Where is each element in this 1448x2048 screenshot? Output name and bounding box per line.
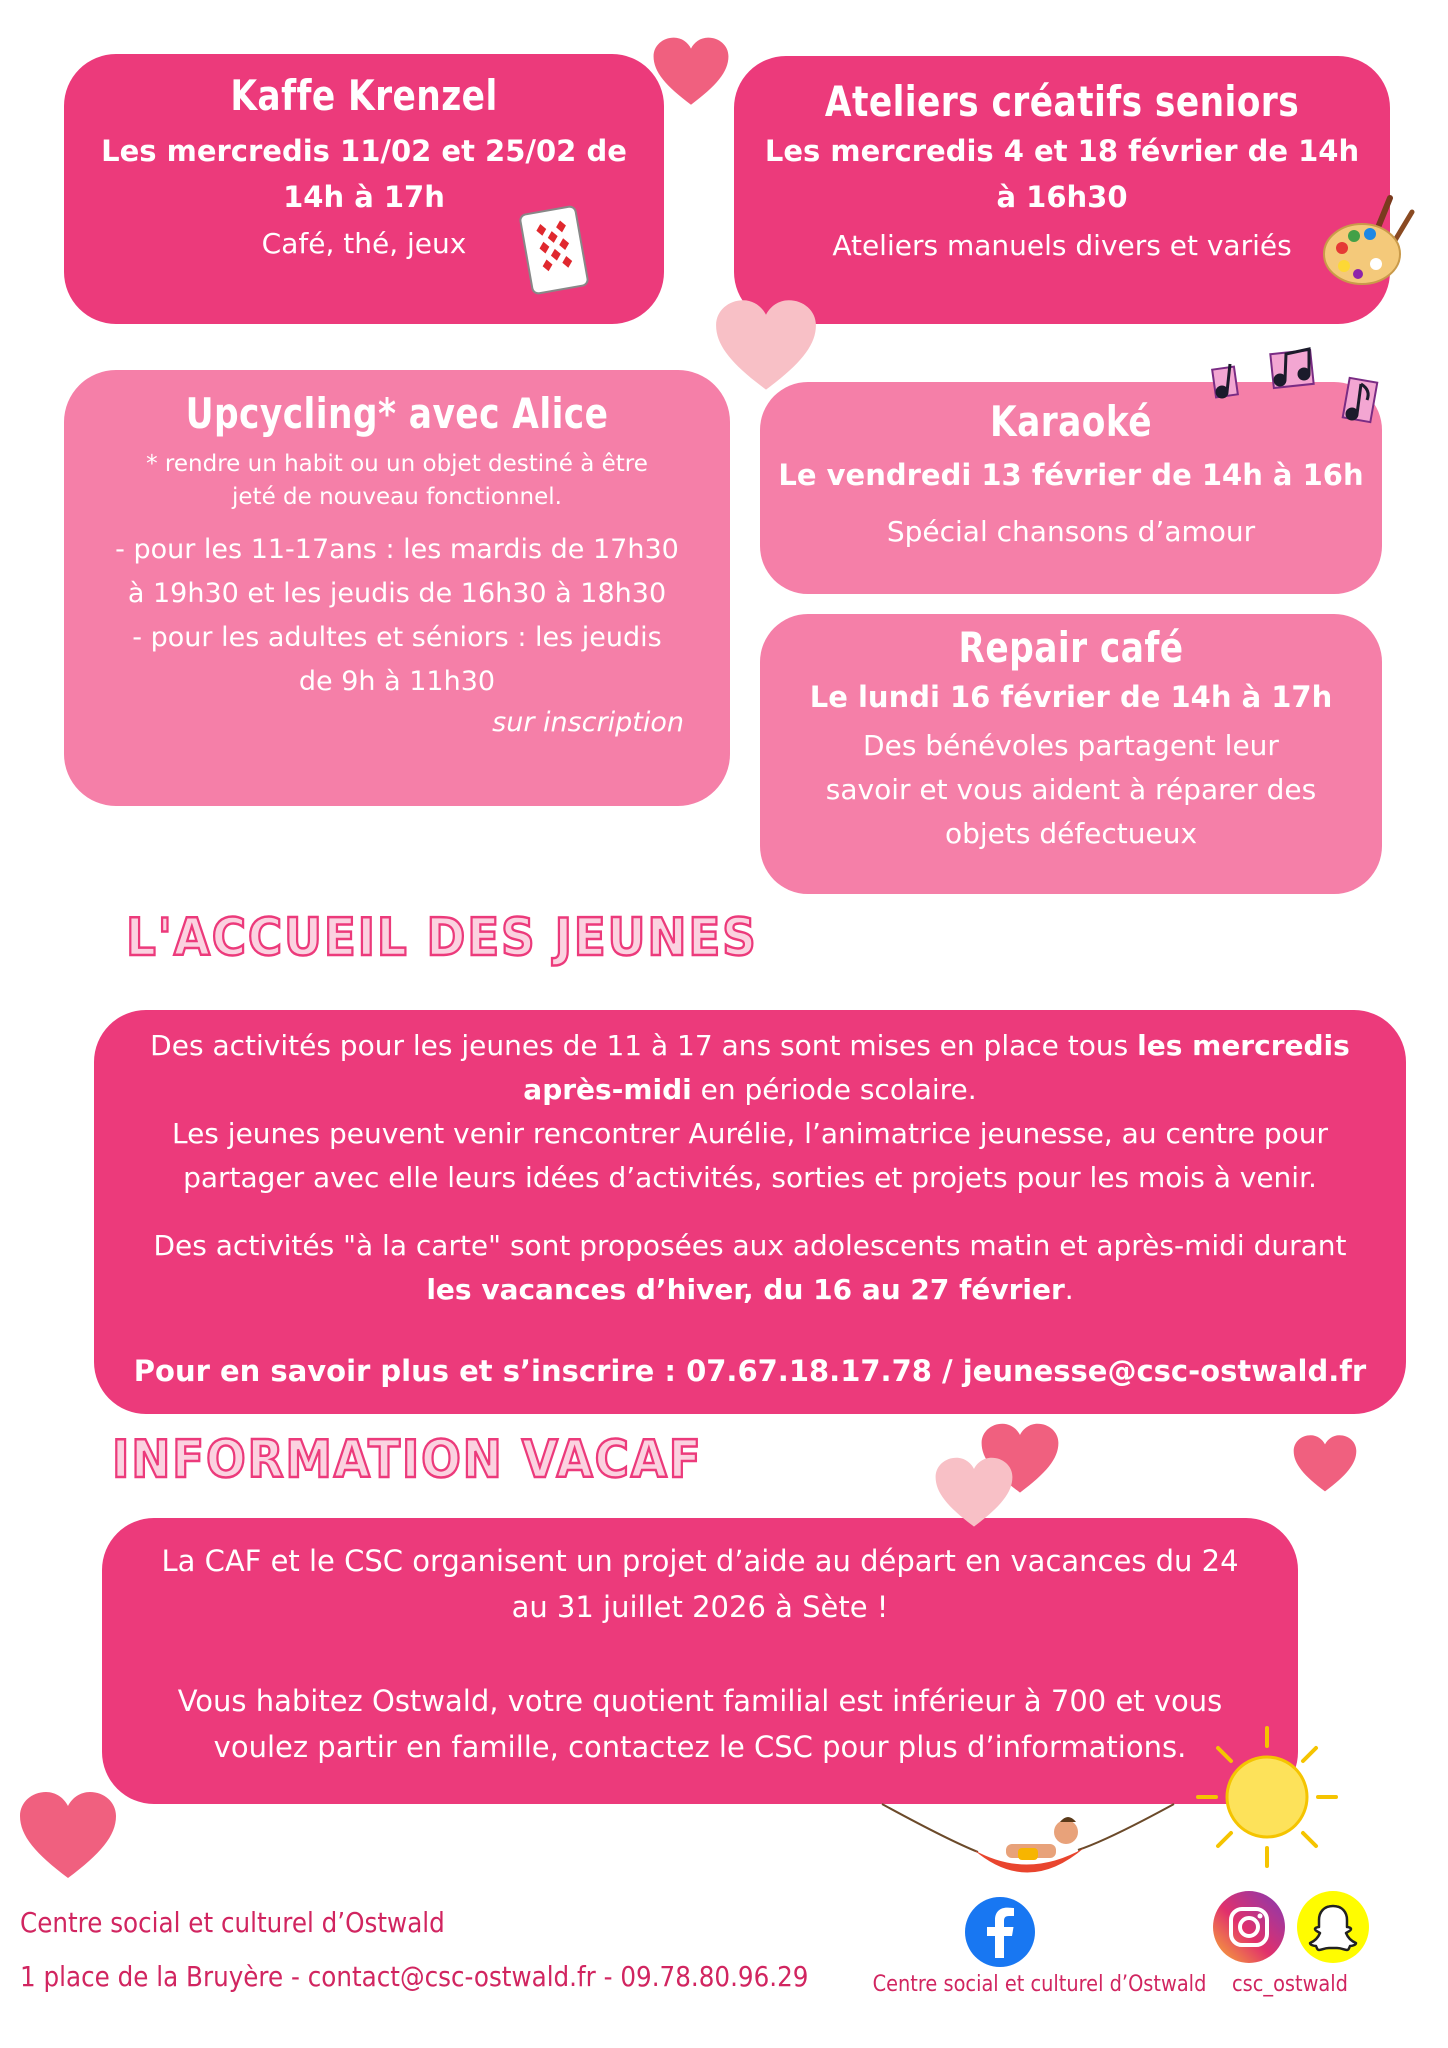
repair-desc-line3: objets défectueux: [944, 817, 1198, 851]
jeunes-contact: Pour en savoir plus et s’inscrire : 07.67.18.17.78 / jeunesse@csc-ostwald.fr: [133, 1354, 1367, 1388]
paint-palette-icon: [1320, 192, 1420, 302]
upcycling-card: [64, 370, 730, 806]
instagram-icon[interactable]: [1212, 1890, 1286, 1964]
ateliers-card: [734, 56, 1390, 324]
jeunes-p1-bold: les mercredis: [1137, 1029, 1350, 1062]
vacaf-p1-line1: La CAF et le CSC organisent un projet d’aide au départ en vacances du 24: [161, 1544, 1239, 1578]
repair-title: Repair café: [958, 623, 1184, 672]
kaffe-date-line2: 14h à 17h: [283, 180, 445, 215]
upcycling-line1: - pour les 11-17ans : les mardis de 17h30: [115, 534, 679, 566]
jeunes-p3-bold: les vacances d’hiver, du 16 au 27 février: [426, 1273, 1065, 1306]
kaffe-description: Café, thé, jeux: [261, 227, 467, 261]
snapchat-icon[interactable]: [1296, 1890, 1370, 1964]
jeunes-p3-line1: Des activités "à la carte" sont proposées aux adolescents matin et après-midi durant: [153, 1229, 1347, 1262]
kaffe-title: Kaffe Krenzel: [230, 71, 498, 120]
heart-icon: [1292, 1434, 1358, 1494]
repair-date: Le lundi 16 février de 14h à 17h: [809, 680, 1333, 715]
footer-address: 1 place de la Bruyère - contact@csc-ostwald.fr - 09.78.80.96.29: [20, 1960, 809, 1993]
vacaf-card: [102, 1518, 1298, 1804]
vacaf-p2-line2: voulez partir en famille, contactez le CSC pour plus d’informations.: [213, 1730, 1187, 1764]
heart-icon: [652, 36, 730, 108]
social-handle[interactable]: csc_ostwald: [1232, 1972, 1348, 1997]
vacaf-p1-line2: au 31 juillet 2026 à Sète !: [511, 1590, 889, 1624]
repair-card: [760, 614, 1382, 894]
jeunes-p1-text: Des activités pour les jeunes de 11 à 17 ans sont mises en place tous: [150, 1029, 1138, 1062]
karaoke-title: Karaoké: [989, 397, 1153, 446]
jeunes-heading: L'ACCUEIL DES JEUNES: [126, 908, 758, 968]
upcycling-signup: sur inscription: [492, 707, 684, 739]
facebook-label[interactable]: Centre social et culturel d’Ostwald: [872, 1972, 1207, 1997]
jeunes-card: [94, 1010, 1406, 1414]
vacaf-heading: INFORMATION VACAF: [112, 1430, 703, 1490]
hammock-icon: [878, 1800, 1178, 1910]
heart-icon: [18, 1790, 118, 1882]
jeunes-p3-period: .: [1064, 1273, 1074, 1306]
jeunes-paragraph1: [94, 1024, 1406, 1112]
karaoke-date: Le vendredi 13 février de 14h à 16h: [778, 458, 1364, 493]
upcycling-line4: de 9h à 11h30: [298, 666, 496, 698]
ateliers-description: Ateliers manuels divers et variés: [832, 229, 1292, 263]
ateliers-date-line2: à 16h30: [996, 180, 1128, 215]
upcycling-title: Upcycling* avec Alice: [185, 389, 609, 438]
jeunes-p1-bold2: après-midi: [523, 1073, 692, 1106]
heart-icon: [934, 1456, 1014, 1530]
upcycling-line2: à 19h30 et les jeudis de 16h30 à 18h30: [127, 578, 667, 610]
sun-icon: [1194, 1724, 1340, 1870]
ateliers-date-line1: Les mercredis 4 et 18 février de 14h: [764, 134, 1360, 169]
heart-icon: [714, 298, 818, 394]
kaffe-date-line1: Les mercredis 11/02 et 25/02 de: [101, 134, 627, 169]
facebook-icon[interactable]: [964, 1896, 1036, 1968]
repair-desc-line2: savoir et vous aident à réparer des: [825, 773, 1317, 807]
ateliers-title: Ateliers créatifs seniors: [824, 77, 1300, 126]
vacaf-p2-line1: Vous habitez Ostwald, votre quotient familial est inférieur à 700 et vous: [177, 1684, 1223, 1718]
jeunes-p2-line2: partager avec elle leurs idées d’activités, sorties et projets pour les mois à venir.: [183, 1161, 1317, 1194]
jeunes-p1-end: en période scolaire.: [691, 1073, 977, 1106]
jeunes-p2-line1: Les jeunes peuvent venir rencontrer Aurélie, l’animatrice jeunesse, au centre pour: [171, 1117, 1329, 1150]
footer-org-name: Centre social et culturel d’Ostwald: [20, 1906, 445, 1939]
music-notes-icon: [1206, 340, 1396, 450]
upcycling-line3: - pour les adultes et séniors : les jeudis: [132, 622, 662, 654]
upcycling-note-line2: jeté de nouveau fonctionnel.: [232, 484, 562, 511]
repair-desc-line1: Des bénévoles partagent leur: [863, 729, 1279, 763]
upcycling-note-line1: * rendre un habit ou un objet destiné à être: [146, 451, 648, 478]
playing-card-icon: [514, 202, 594, 298]
karaoke-description: Spécial chansons d’amour: [886, 515, 1256, 549]
jeunes-paragraph3-end: [94, 1268, 1406, 1312]
